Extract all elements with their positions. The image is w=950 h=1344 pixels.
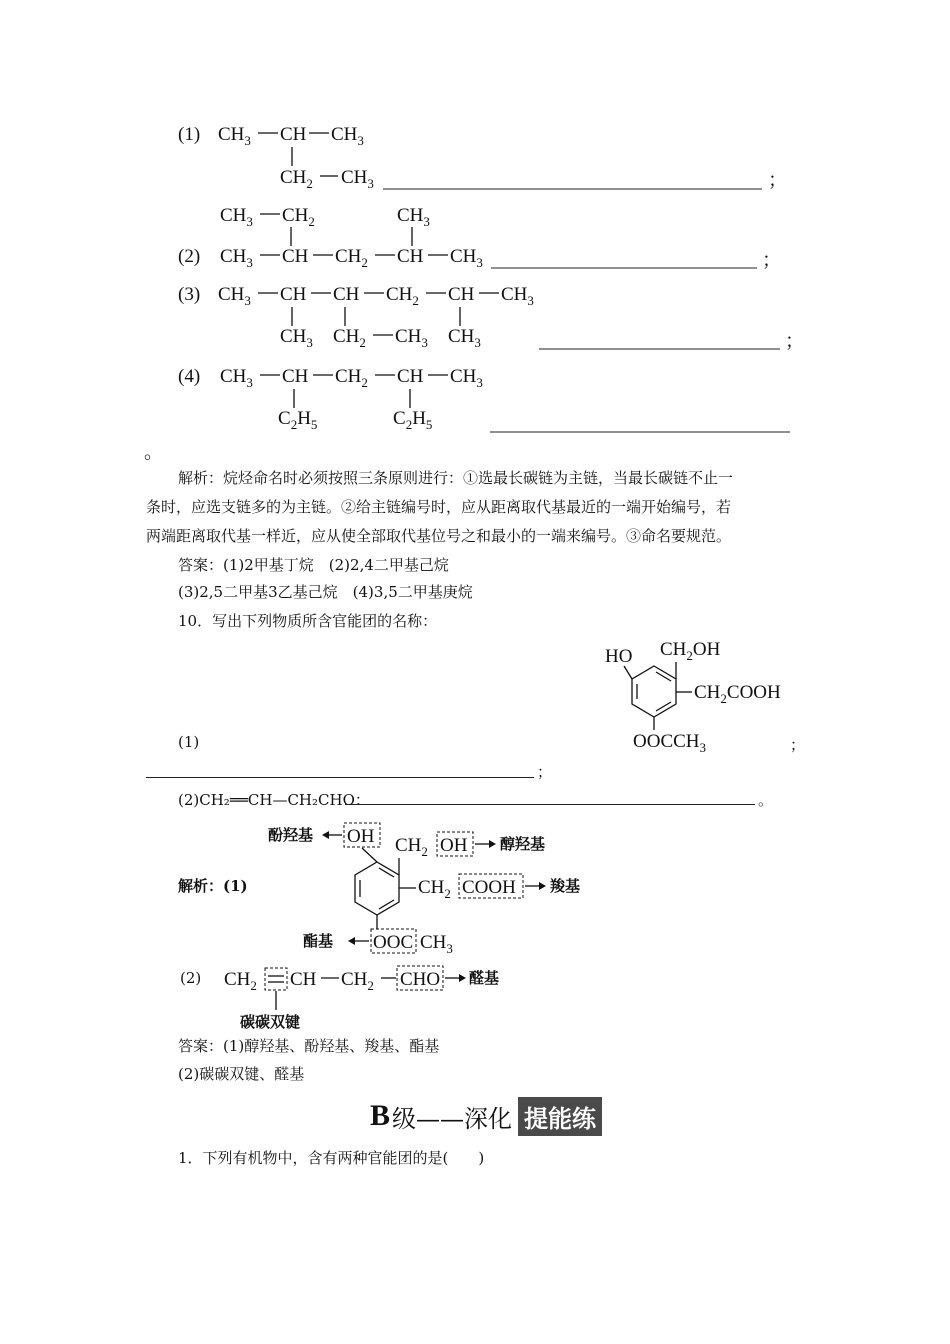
q9-item1-num: (1) — [178, 124, 201, 145]
svg-text:CH3: $CH_3$ — [341, 167, 374, 191]
svg-text:CH2: $CH_2$ — [395, 835, 428, 859]
label-ester: 酯基 — [303, 932, 334, 950]
svg-text:CH3: $CH_3$ — [450, 366, 483, 390]
svg-text:CH3: $CH_3$ — [397, 205, 430, 229]
svg-text:CH2COOH: $CH_2COOH$ — [694, 682, 781, 706]
label-phenol: 酚羟基 — [268, 826, 314, 844]
section-b-badge: 提能练 — [518, 1097, 602, 1136]
q10-part2-label: (2)CH₂══CH—CH₂CHO： — [178, 791, 370, 809]
svg-text:COOH: COOH — [462, 877, 516, 898]
svg-text:CH: CH — [280, 284, 307, 305]
svg-text:CH2: $CH_2$ — [335, 246, 368, 270]
label-carboxyl: 羧基 — [550, 877, 581, 895]
svg-text:C2H5: $C_2H_5$ — [278, 408, 318, 432]
svg-text:CH3: $CH_3$ — [450, 246, 483, 270]
analysis-line-2: 条时，应选支链多的为主链。②给主链编号时，应从距离取代基最近的一端开始编号，若 — [146, 498, 732, 516]
analysis10-label: 解析：(1) — [178, 877, 248, 895]
answer9-line1: 答案：(1)2甲基丁烷 (2)2,4二甲基己烷 — [178, 556, 449, 574]
answer10-line2: (2)碳碳双键、醛基 — [178, 1065, 305, 1083]
analysis10-part2-label: (2) — [180, 969, 202, 987]
svg-text:HO: HO — [605, 646, 633, 667]
svg-text:C2H5: $C_2H_5$ — [393, 408, 433, 432]
q10-part2-end: 。 — [758, 791, 774, 809]
svg-text:CH3: $CH_3$ — [331, 124, 364, 148]
q10-part1-end: ； — [537, 763, 553, 781]
q9-item3-num: (3) — [178, 284, 201, 305]
q10-part1-label: (1) — [178, 733, 200, 751]
svg-text:OH: OH — [440, 835, 468, 856]
svg-text:CH3: $CH_3$ — [448, 326, 481, 350]
svg-text:CH3: $CH_3$ — [218, 284, 251, 308]
svg-text:CH: CH — [448, 284, 475, 305]
svg-text:CH: CH — [333, 284, 360, 305]
q10-part1-semicolon: ； — [790, 736, 806, 754]
svg-text:OH: OH — [347, 826, 375, 847]
analysis-line-3: 两端距离取代基一样近，应从使全部取代基位号之和最小的一端来编号。③命名要规范。 — [146, 527, 732, 545]
q9-item2-num: (2) — [178, 246, 201, 267]
svg-text:CH2: $CH_2$ — [280, 167, 313, 191]
analysis-line-1: 解析：烷烃命名时必须按照三条原则进行：①选最长碳链为主链，当最长碳链不止一 — [178, 469, 734, 487]
q9-item3-end: ； — [785, 331, 805, 352]
svg-text:CH: CH — [280, 124, 307, 145]
svg-text:CH: CH — [397, 246, 424, 267]
q10-stem: 10．写出下列物质所含官能团的名称： — [178, 612, 438, 630]
label-alcohol: 醇羟基 — [500, 835, 546, 853]
svg-text:CH3: $CH_3$ — [420, 932, 453, 956]
svg-text:CH2: $CH_2$ — [282, 205, 315, 229]
svg-text:CH3: $CH_3$ — [220, 366, 253, 390]
svg-text:CH2: $CH_2$ — [224, 969, 257, 993]
svg-text:CH3: $CH_3$ — [395, 326, 428, 350]
svg-text:CH2: $CH_2$ — [335, 366, 368, 390]
q9-item2-end: ； — [762, 250, 782, 271]
svg-text:CH2: $CH_2$ — [386, 284, 419, 308]
svg-text:CH: CH — [397, 366, 424, 387]
svg-text:CH2: $CH_2$ — [333, 326, 366, 350]
svg-text:CH3: $CH_3$ — [220, 205, 253, 229]
svg-text:CH2: $CH_2$ — [341, 969, 374, 993]
svg-text:CH3: $CH_3$ — [280, 326, 313, 350]
svg-text:CH2: $CH_2$ — [418, 877, 451, 901]
svg-text:CH3: $CH_3$ — [501, 284, 534, 308]
q9-item1-end: ； — [768, 170, 788, 191]
section-b-word: 级——深化 — [392, 1104, 513, 1133]
label-double-bond: 碳碳双键 — [240, 1013, 301, 1031]
svg-text:CH: CH — [282, 246, 309, 267]
label-aldehyde: 醛基 — [469, 969, 500, 987]
svg-text:OOC: OOC — [373, 932, 414, 953]
answer10-line1: 答案：(1)醇羟基、酚羟基、羧基、酯基 — [178, 1037, 440, 1055]
section-b-level: B — [370, 1099, 391, 1132]
q10-part1-blank[interactable] — [146, 777, 534, 778]
qB1-stem: 1．下列有机物中，含有两种官能团的是( ) — [178, 1149, 485, 1167]
q10-part2-blank[interactable] — [345, 804, 755, 805]
svg-text:CH: CH — [282, 366, 309, 387]
svg-text:CH3: $CH_3$ — [218, 124, 251, 148]
svg-text:OOCCH3: $OOCCH_3$ — [633, 731, 707, 755]
q9-final-mark: 。 — [144, 442, 164, 463]
svg-text:CH2OH: $CH_2OH$ — [660, 639, 721, 663]
svg-text:CH: CH — [290, 969, 317, 990]
section-b-header — [370, 1096, 602, 1136]
svg-text:CH3: $CH_3$ — [220, 246, 253, 270]
answer9-line2: (3)2,5二甲基3乙基己烷 (4)3,5二甲基庚烷 — [178, 583, 473, 601]
svg-text:CHO: CHO — [400, 969, 441, 990]
q9-item4-num: (4) — [178, 366, 201, 387]
